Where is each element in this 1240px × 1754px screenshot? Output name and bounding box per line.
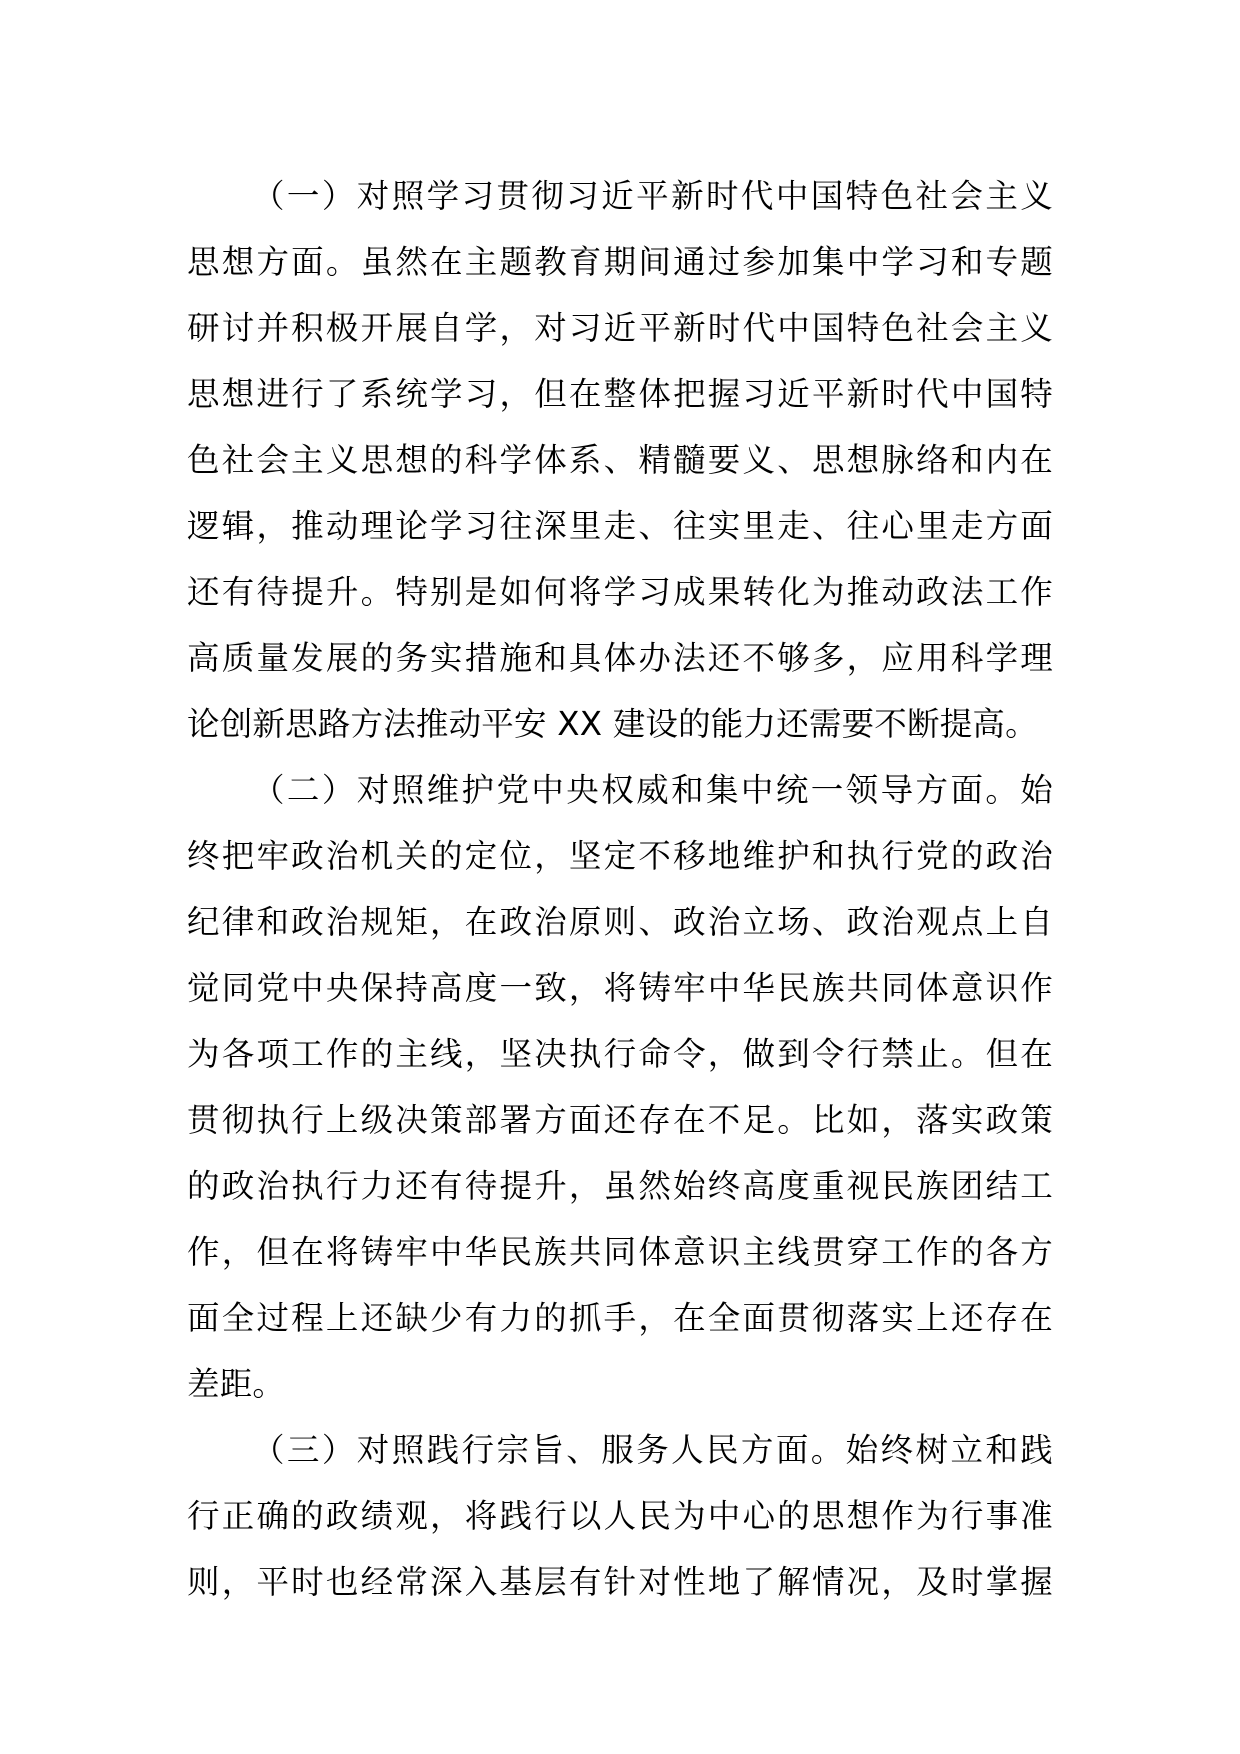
text-line: （一）对照学习贯彻习近平新时代中国特色社会主义 (252, 177, 1053, 215)
text-line: （三）对照践行宗旨、服务人民方面。始终树立和践 (252, 1431, 1053, 1469)
text-line: 面全过程上还缺少有力的抓手，在全面贯彻落实上还存在 (187, 1299, 1053, 1337)
text-line: 论创新思路方法推动平安 XX 建设的能力还需要不断提高。 (187, 705, 1038, 743)
text-line: 逻辑，推动理论学习往深里走、往实里走、往心里走方面 (187, 507, 1053, 545)
text-line: 纪律和政治规矩，在政治原则、政治立场、政治观点上自 (187, 903, 1053, 941)
text-line: 思想进行了系统学习，但在整体把握习近平新时代中国特 (187, 375, 1053, 413)
text-line: 则，平时也经常深入基层有针对性地了解情况，及时掌握 (187, 1563, 1053, 1601)
text-line: 觉同党中央保持高度一致，将铸牢中华民族共同体意识作 (187, 969, 1053, 1007)
text-line: 贯彻执行上级决策部署方面还存在不足。比如，落实政策 (187, 1101, 1053, 1139)
document-page (187, 163, 1053, 1615)
text-line: 的政治执行力还有待提升，虽然始终高度重视民族团结工 (187, 1167, 1053, 1205)
text-line: 思想方面。虽然在主题教育期间通过参加集中学习和专题 (187, 243, 1053, 281)
text-line: 终把牢政治机关的定位，坚定不移地维护和执行党的政治 (187, 837, 1053, 875)
text-line: 色社会主义思想的科学体系、精髓要义、思想脉络和内在 (187, 441, 1053, 479)
text-line: （二）对照维护党中央权威和集中统一领导方面。始 (252, 771, 1053, 809)
paragraph-3 (187, 1417, 1053, 1615)
text-line: 行正确的政绩观，将践行以人民为中心的思想作为行事准 (187, 1497, 1053, 1535)
text-line: 高质量发展的务实措施和具体办法还不够多，应用科学理 (187, 639, 1053, 677)
text-line: 为各项工作的主线，坚决执行命令，做到令行禁止。但在 (187, 1035, 1053, 1073)
text-line: 作，但在将铸牢中华民族共同体意识主线贯穿工作的各方 (187, 1233, 1053, 1271)
text-line: 研讨并积极开展自学，对习近平新时代中国特色社会主义 (187, 309, 1053, 347)
text-line: 还有待提升。特别是如何将学习成果转化为推动政法工作 (187, 573, 1053, 611)
text-line: 差距。 (187, 1365, 286, 1403)
paragraph-2 (187, 757, 1053, 1417)
paragraph-1 (187, 163, 1053, 757)
